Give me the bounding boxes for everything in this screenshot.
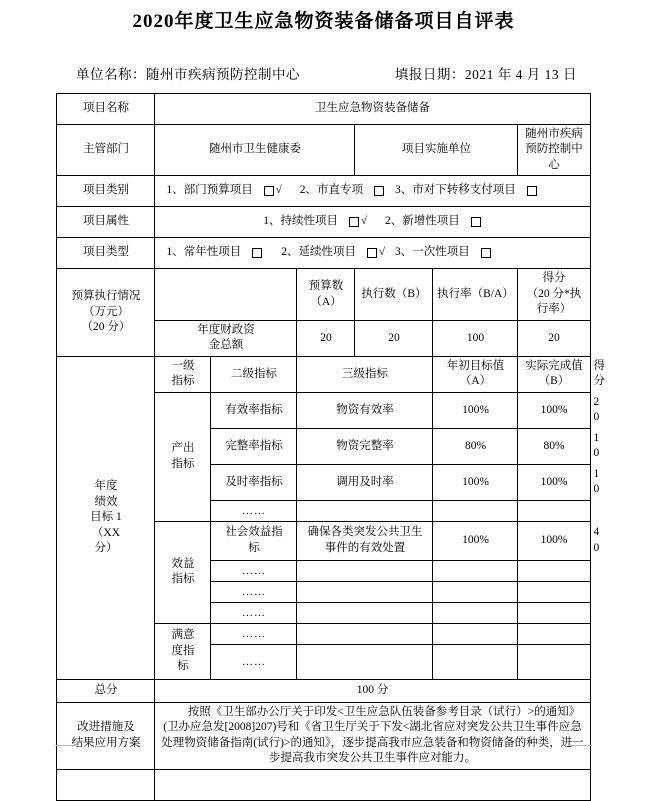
performance-label-line-2: 目标 1 bbox=[90, 511, 122, 524]
benefit-2-actual bbox=[518, 581, 590, 602]
table-row-department bbox=[57, 124, 590, 176]
satisfaction-0-target bbox=[433, 623, 518, 644]
dept-value: 随州市卫生健康委 bbox=[155, 124, 355, 176]
page-margin-mark-right bbox=[568, 745, 592, 746]
header-level1-l2: 指标 bbox=[171, 375, 195, 388]
satisfaction-0-actual bbox=[518, 623, 590, 644]
budget-header-exec-rate: 执行率（B/A） bbox=[433, 269, 518, 321]
category-option-1-text: 2、市直专项 bbox=[299, 184, 364, 197]
header-actual-l2: （B） bbox=[538, 375, 570, 388]
unit-name-value: 随州市疾病预防控制中心 bbox=[146, 66, 300, 82]
output-3-actual bbox=[518, 500, 590, 521]
attribute-options bbox=[158, 214, 586, 230]
benefit-3-actual bbox=[518, 602, 590, 623]
header-target-l2: （A） bbox=[459, 375, 492, 388]
benefit-0-target: 100% bbox=[433, 521, 518, 560]
header-level1-l1: 一级 bbox=[171, 359, 195, 372]
category-option-0-text: 1、部门预算项目 bbox=[166, 184, 253, 197]
attribute-option-1-text: 2、新增性项目 bbox=[385, 215, 460, 228]
meta-row bbox=[0, 63, 647, 83]
unit-name-field bbox=[76, 63, 300, 83]
output-1-level3: 物资完整率 bbox=[297, 428, 433, 464]
benefit-2-target bbox=[433, 581, 518, 602]
table-row-footer bbox=[57, 770, 590, 801]
output-3-level2: …… bbox=[211, 500, 297, 521]
satisfaction-group-line-1: 度指 bbox=[171, 644, 195, 657]
benefit-0-level2 bbox=[211, 521, 297, 560]
output-3-target bbox=[433, 500, 518, 521]
table-row-category bbox=[57, 176, 590, 207]
type-option-2-text: 3、一次性项目 bbox=[395, 246, 470, 259]
category-option-0-check: √ bbox=[275, 184, 282, 197]
output-group-l2: 指标 bbox=[171, 457, 195, 470]
satisfaction-1-level2: …… bbox=[211, 644, 297, 679]
table-row-output-1: 完整率指标 物资完整率 80% 80% 10 bbox=[57, 428, 590, 464]
benefit-3-target bbox=[433, 602, 518, 623]
output-1-actual: 80% bbox=[518, 428, 590, 464]
benefit-group-l1: 效益 bbox=[171, 557, 195, 570]
type-option-1-check: √ bbox=[378, 246, 386, 259]
budget-section-label-l2: （万元） bbox=[82, 305, 129, 318]
budget-header-score bbox=[518, 269, 590, 321]
type-option-1-checkbox[interactable] bbox=[367, 248, 377, 258]
output-0-target: 100% bbox=[433, 392, 518, 428]
budget-header-blank bbox=[155, 269, 297, 321]
plan-label-l1: 改进措施及 bbox=[77, 721, 135, 734]
report-date-label: 填报日期： bbox=[394, 66, 465, 82]
satisfaction-1-target bbox=[433, 644, 518, 679]
output-0-level3: 物资有效率 bbox=[297, 392, 433, 428]
table-row-output-2: 及时率指标 调用及时率 100% 100% 10 bbox=[57, 464, 590, 500]
table-row-attribute bbox=[57, 207, 590, 238]
table-row-performance-header: 年度 绩效 目标 1 （XX 分） 一级 指标 二级指标 三级指标 年初目标值 （A） 实际完成值 （B） 得分 bbox=[57, 356, 590, 392]
satisfaction-0-level3 bbox=[297, 623, 433, 644]
report-date-value: 2021 年 4 月 13 日 bbox=[464, 66, 577, 82]
category-options-cell bbox=[155, 176, 590, 207]
budget-row-amount: 20 bbox=[297, 320, 355, 356]
attribute-options-cell bbox=[155, 207, 590, 238]
category-option-2-text: 3、市对下转移支付项目 bbox=[395, 184, 516, 197]
budget-header-executed: 执行数（B） bbox=[355, 269, 433, 321]
plan-text: 按照《卫生部办公厅关于印发<卫生应急队伍装备参考目录（试行）>的通知》(卫办应急发[2008]207)号和《省卫生厅关于下发<湖北省应对突发公共卫生事件应急处理物资储备指南(试行)>的通知》，逐步提高我市应急装备和物资储备的种类，进一步提高我市突发公共卫生事件应对能力。 bbox=[155, 702, 590, 769]
budget-row-name bbox=[155, 320, 297, 356]
type-option-0-checkbox[interactable] bbox=[252, 248, 262, 258]
footer-value bbox=[155, 770, 590, 801]
benefit-3-level3 bbox=[297, 602, 433, 623]
benefit-0-level2-l1: 社会效益指 bbox=[225, 526, 283, 539]
performance-label-line-0: 年度 bbox=[94, 480, 118, 493]
table-row-project-name bbox=[57, 93, 590, 124]
category-options bbox=[158, 183, 586, 199]
performance-label-line-3: （XX bbox=[91, 526, 121, 539]
budget-row-name-l1: 年度财政资 bbox=[197, 323, 255, 336]
attribute-option-0-checkbox[interactable] bbox=[349, 217, 359, 227]
benefit-2-level2: …… bbox=[211, 581, 297, 602]
unit-name-label: 单位名称： bbox=[76, 66, 146, 82]
table-row-plan bbox=[57, 702, 590, 769]
table-row-benefit-0: 效益 指标 社会效益指 标 确保各类突发公共卫生 事件的有效处置 100% 100% 40 bbox=[57, 521, 590, 560]
header-level3: 三级指标 bbox=[297, 356, 433, 392]
satisfaction-group-line-0: 满意 bbox=[171, 629, 195, 642]
satisfaction-group-line-2: 标 bbox=[177, 660, 189, 673]
total-label: 总分 bbox=[57, 679, 155, 702]
budget-header-amount-l2: （A） bbox=[310, 295, 342, 308]
page-margin-mark-left bbox=[55, 745, 79, 746]
header-target bbox=[433, 356, 518, 392]
attribute-label: 项目属性 bbox=[57, 207, 155, 238]
benefit-group-label bbox=[155, 521, 211, 623]
output-3-level3 bbox=[297, 500, 433, 521]
dept-label: 主管部门 bbox=[57, 124, 155, 176]
type-option-0-text: 1、常年性项目 bbox=[166, 246, 242, 259]
table-row-total bbox=[57, 679, 590, 702]
benefit-1-target bbox=[433, 560, 518, 581]
type-label: 项目类型 bbox=[57, 238, 155, 269]
type-option-2-checkbox[interactable] bbox=[481, 248, 491, 258]
performance-section-label bbox=[57, 356, 155, 679]
category-option-0-checkbox[interactable] bbox=[264, 186, 274, 196]
benefit-1-level2: …… bbox=[211, 560, 297, 581]
benefit-1-level3 bbox=[297, 560, 433, 581]
attribute-option-0-text: 1、持续性项目 bbox=[263, 215, 338, 228]
output-2-target: 100% bbox=[433, 464, 518, 500]
budget-section-label-l3: （20 分） bbox=[81, 321, 131, 334]
budget-header-amount-l1: 预算数 bbox=[308, 279, 344, 292]
output-2-level3: 调用及时率 bbox=[297, 464, 433, 500]
table-row-type bbox=[57, 238, 590, 269]
benefit-0-level2-l2: 标 bbox=[248, 541, 260, 554]
budget-row-name-l2: 金总额 bbox=[208, 339, 244, 352]
benefit-2-level3 bbox=[297, 581, 433, 602]
performance-label-line-4: 分） bbox=[94, 542, 118, 555]
performance-label-line-1: 绩效 bbox=[94, 495, 118, 508]
benefit-0-level3-l1: 确保各类突发公共卫生 bbox=[307, 526, 423, 539]
table-row-output-0: 产出 指标 有效率指标 物资有效率 100% 100% 20 bbox=[57, 392, 590, 428]
self-assessment-table bbox=[56, 93, 606, 801]
page-title: 2020年度卫生应急物资装备储备项目自评表 bbox=[132, 11, 515, 32]
header-target-l1: 年初目标值 bbox=[446, 359, 505, 372]
category-label: 项目类别 bbox=[57, 176, 155, 207]
benefit-group-l2: 指标 bbox=[171, 573, 195, 586]
budget-row-executed: 20 bbox=[355, 320, 433, 356]
type-option-1-text: 2、延续性项目 bbox=[281, 246, 356, 259]
benefit-3-level2: …… bbox=[211, 602, 297, 623]
output-2-actual: 100% bbox=[518, 464, 590, 500]
header-actual-l1: 实际完成值 bbox=[525, 359, 583, 372]
impl-unit-value: 随州市疾病预防控制中心 bbox=[518, 124, 590, 176]
project-name-value: 卫生应急物资装备储备 bbox=[155, 93, 590, 124]
output-1-target: 80% bbox=[433, 428, 518, 464]
output-group-l1: 产出 bbox=[171, 442, 195, 455]
output-0-actual: 100% bbox=[518, 392, 590, 428]
benefit-1-actual bbox=[518, 560, 590, 581]
budget-row-score: 20 bbox=[518, 320, 590, 356]
category-option-2-checkbox[interactable] bbox=[527, 186, 537, 196]
attribute-option-0-check: √ bbox=[360, 215, 368, 228]
report-date-field bbox=[395, 63, 583, 83]
budget-header-score-l2: （20 分*执行率） bbox=[526, 287, 582, 316]
plan-label-l2: 结果应用方案 bbox=[71, 736, 141, 749]
benefit-0-level3 bbox=[297, 521, 433, 560]
output-group-label bbox=[155, 392, 211, 521]
satisfaction-1-actual bbox=[518, 644, 590, 679]
type-options-cell bbox=[155, 238, 590, 269]
satisfaction-group-label bbox=[155, 623, 211, 679]
budget-header-score-l1: 得分 bbox=[542, 272, 566, 285]
attribute-option-1-checkbox[interactable] bbox=[471, 217, 481, 227]
project-name-label: 项目名称 bbox=[57, 93, 155, 124]
budget-header-amount bbox=[297, 269, 355, 321]
category-option-1-checkbox[interactable] bbox=[374, 186, 384, 196]
benefit-0-actual: 100% bbox=[518, 521, 590, 560]
plan-label bbox=[57, 702, 155, 769]
footer-label bbox=[57, 770, 155, 801]
benefit-0-level3-l2: 事件的有效处置 bbox=[324, 541, 406, 554]
table-row-budget-header bbox=[57, 269, 590, 321]
impl-unit-label: 项目实施单位 bbox=[355, 124, 518, 176]
budget-row-exec-rate: 100 bbox=[433, 320, 518, 356]
satisfaction-1-level3 bbox=[297, 644, 433, 679]
budget-section-label-l1: 预算执行情况 bbox=[71, 290, 141, 303]
output-0-level2: 有效率指标 bbox=[211, 392, 297, 428]
header-level1 bbox=[155, 356, 211, 392]
header-level2: 二级指标 bbox=[211, 356, 297, 392]
output-2-level2: 及时率指标 bbox=[211, 464, 297, 500]
total-value: 100 分 bbox=[155, 679, 590, 702]
satisfaction-0-level2: …… bbox=[211, 623, 297, 644]
header-actual bbox=[518, 356, 590, 392]
type-options bbox=[158, 245, 586, 261]
budget-section-label bbox=[57, 269, 155, 357]
output-1-level2: 完整率指标 bbox=[211, 428, 297, 464]
